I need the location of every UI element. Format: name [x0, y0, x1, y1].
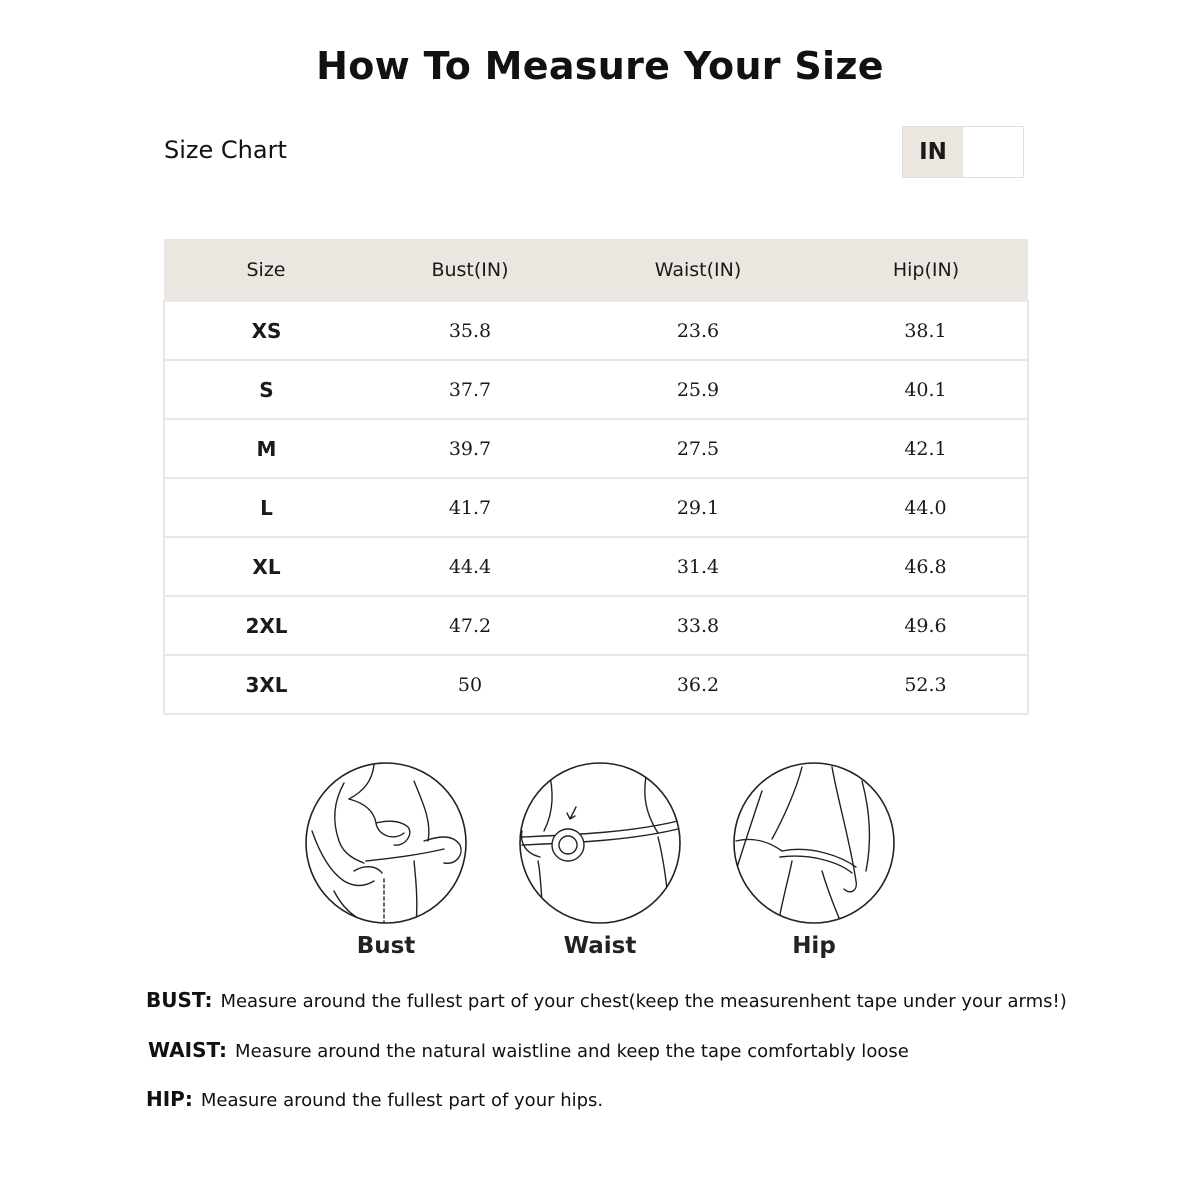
note-hip-key: HIP: [146, 1087, 193, 1111]
waist-cell: 31.4 [572, 537, 824, 596]
note-bust-key: BUST: [146, 988, 213, 1012]
table-row [164, 596, 1028, 655]
table-header-row [164, 239, 1028, 301]
note-hip [146, 1087, 603, 1111]
unit-toggle[interactable] [902, 126, 1024, 178]
hip-cell: 52.3 [824, 655, 1028, 714]
size-chart-label: Size Chart [164, 136, 287, 164]
table-row [164, 360, 1028, 419]
hip-cell: 44.0 [824, 478, 1028, 537]
waist-cell: 29.1 [572, 478, 824, 537]
size-cell: XS [164, 301, 368, 360]
unit-in-option[interactable]: IN [903, 127, 963, 177]
hip-label: Hip [792, 933, 836, 959]
page-title: How To Measure Your Size [316, 44, 884, 88]
table-row [164, 537, 1028, 596]
note-bust [146, 988, 1067, 1012]
header-bust: Bust(IN) [368, 239, 572, 301]
waist-cell: 27.5 [572, 419, 824, 478]
hip-cell: 42.1 [824, 419, 1028, 478]
bust-cell: 37.7 [368, 360, 572, 419]
waist-cell: 23.6 [572, 301, 824, 360]
waist-measure-icon [518, 761, 682, 925]
table-row [164, 301, 1028, 360]
hip-cell: 49.6 [824, 596, 1028, 655]
note-waist-text: Measure around the natural waistline and keep the tape comfortably loose [235, 1041, 909, 1062]
bust-cell: 39.7 [368, 419, 572, 478]
waist-label: Waist [563, 933, 637, 959]
size-cell: L [164, 478, 368, 537]
hip-cell: 46.8 [824, 537, 1028, 596]
note-waist [148, 1038, 909, 1062]
bust-cell: 35.8 [368, 301, 572, 360]
size-cell: M [164, 419, 368, 478]
size-cell: XL [164, 537, 368, 596]
bust-label: Bust [356, 933, 416, 959]
header-hip: Hip(IN) [824, 239, 1028, 301]
size-cell: 3XL [164, 655, 368, 714]
waist-cell: 36.2 [572, 655, 824, 714]
bust-cell: 47.2 [368, 596, 572, 655]
bust-cell: 50 [368, 655, 572, 714]
waist-cell: 25.9 [572, 360, 824, 419]
size-chart-table [163, 239, 1029, 715]
note-waist-key: WAIST: [148, 1038, 228, 1062]
hip-cell: 40.1 [824, 360, 1028, 419]
table-row [164, 655, 1028, 714]
unit-other-option[interactable] [963, 127, 1023, 177]
header-waist: Waist(IN) [572, 239, 824, 301]
bust-cell: 44.4 [368, 537, 572, 596]
bust-cell: 41.7 [368, 478, 572, 537]
table-row [164, 478, 1028, 537]
note-bust-text: Measure around the fullest part of your chest(keep the measurenhent tape under your arms!) [220, 991, 1067, 1012]
table-row [164, 419, 1028, 478]
hip-cell: 38.1 [824, 301, 1028, 360]
note-hip-text: Measure around the fullest part of your hips. [200, 1090, 604, 1111]
header-size: Size [164, 239, 368, 301]
waist-cell: 33.8 [572, 596, 824, 655]
hip-measure-icon [732, 761, 896, 925]
size-cell: S [164, 360, 368, 419]
size-cell: 2XL [164, 596, 368, 655]
bust-measure-icon [304, 761, 468, 925]
